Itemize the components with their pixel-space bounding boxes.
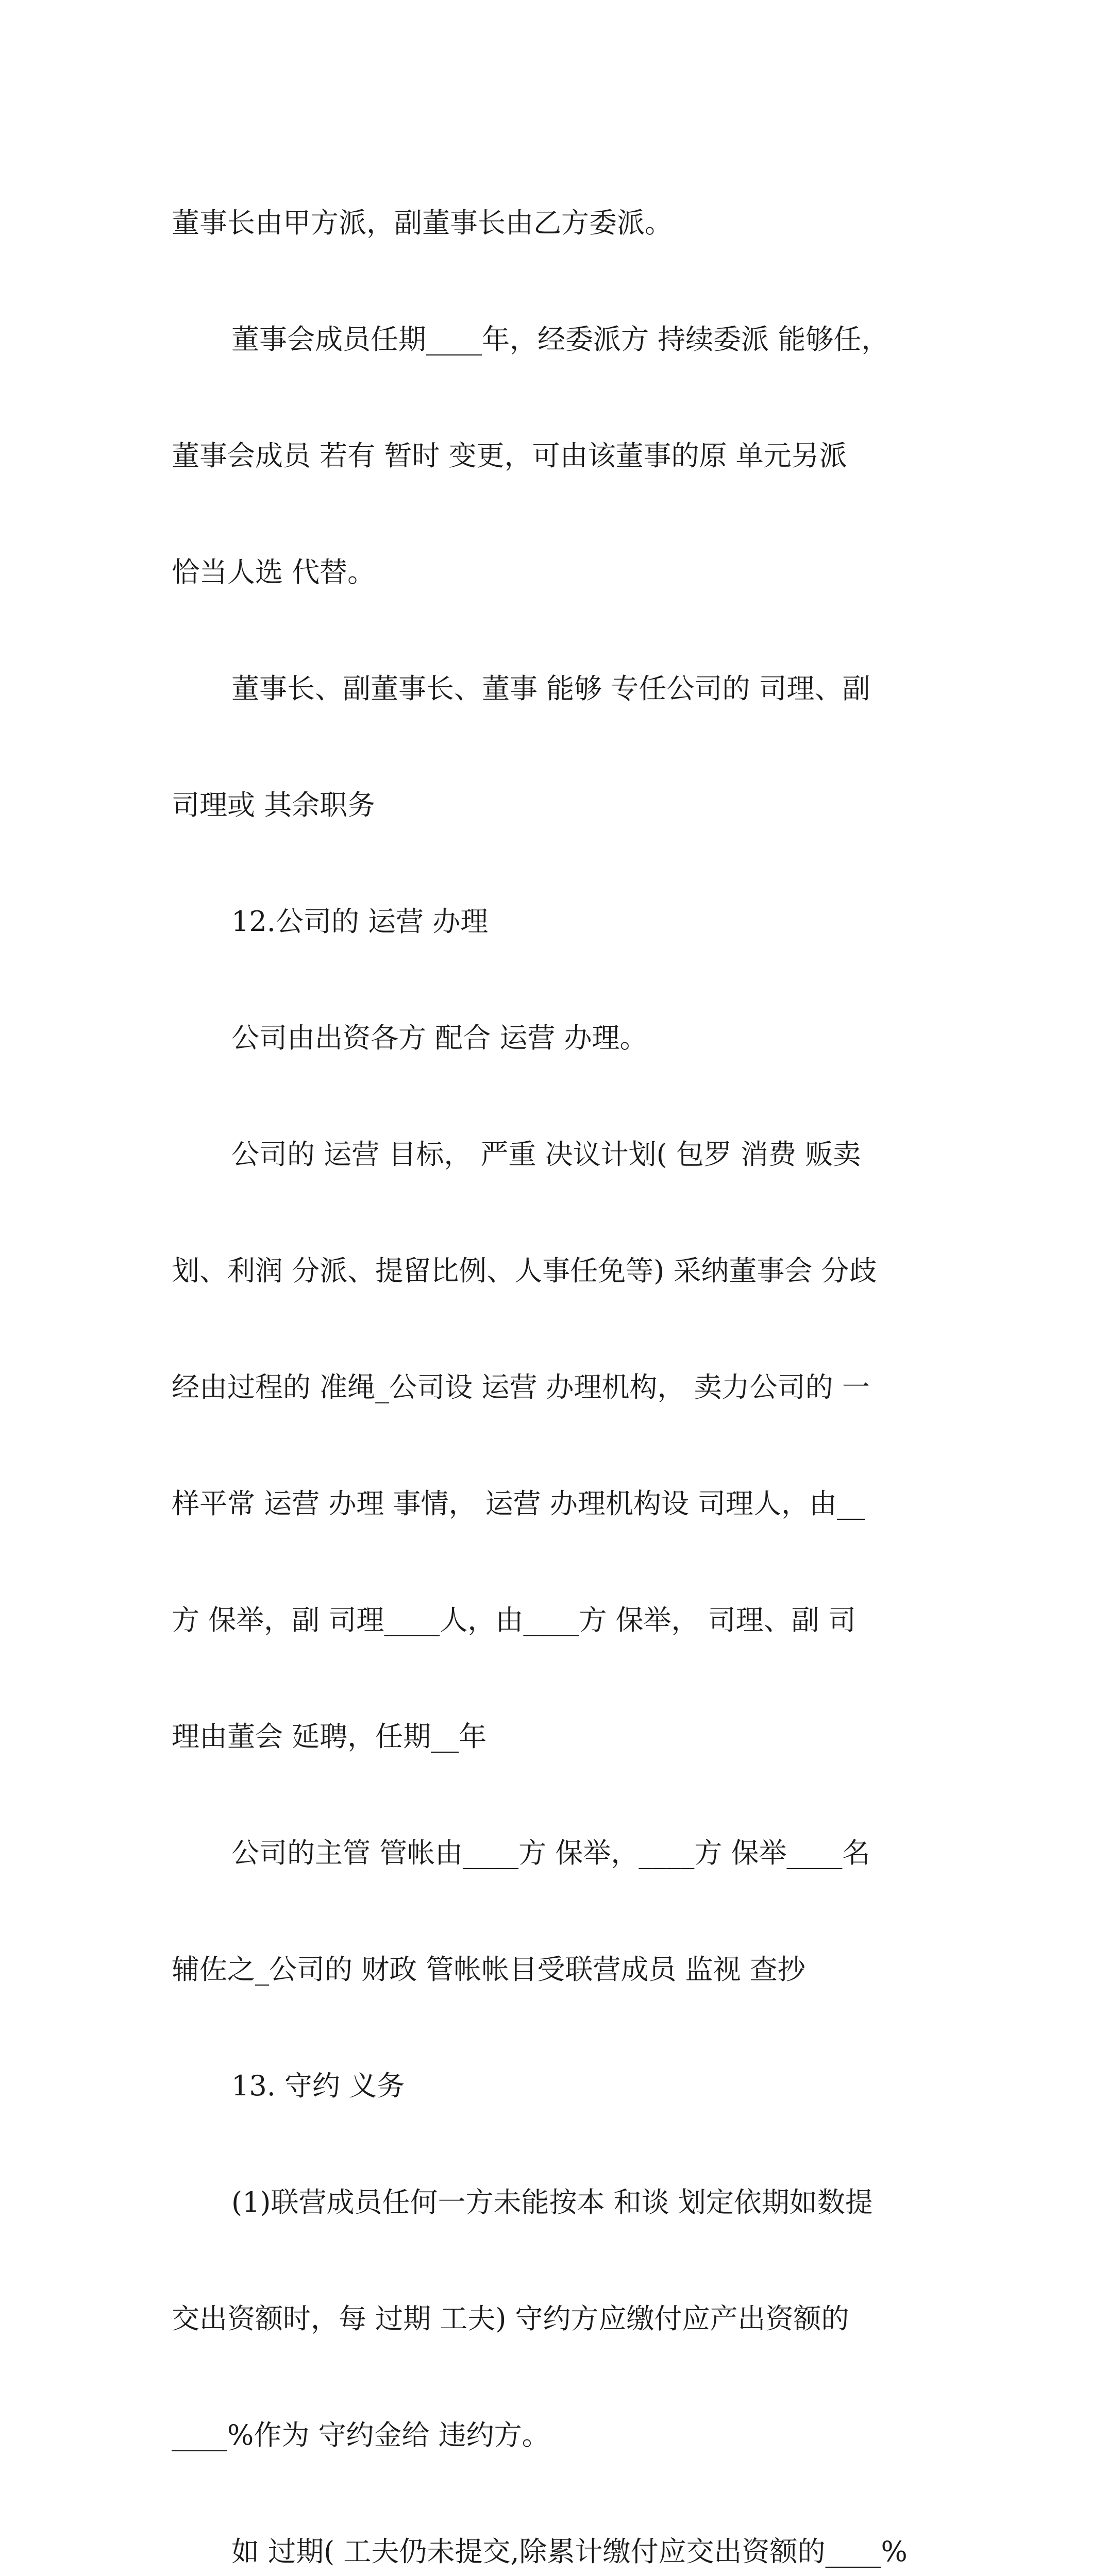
- paragraph-line: 公司的主管 管帐由____方 保举，____方 保举____名: [231, 1837, 870, 1869]
- paragraph-line: 划、利润 分派、提留比例、人事任免等) 采纳董事会 分歧: [172, 1255, 877, 1287]
- section-heading: 13. 守约 义务: [231, 2070, 405, 2102]
- paragraph-line: 董事会成员任期____年，经委派方 持续委派 能够任，: [231, 323, 889, 355]
- paragraph-line: 董事长由甲方派，副董事长由乙方委派。: [172, 207, 673, 239]
- paragraph-line: 董事会成员 若有 暂时 变更，可由该董事的原 单元另派: [172, 439, 847, 472]
- paragraph-line: ____%作为 守约金给 违约方。: [172, 2419, 550, 2451]
- document-body: [172, 132, 955, 2576]
- paragraph-line: 公司由出资各方 配合 运营 办理。: [231, 1022, 648, 1054]
- paragraph-line: 恰当人选 代替。: [172, 556, 376, 588]
- paragraph-line: 司理或 其余职务: [172, 789, 376, 821]
- paragraph-line: 董事长、副董事长、董事 能够 专任公司的 司理、副: [231, 672, 870, 705]
- paragraph-line: 交出资额时，每 过期 工夫) 守约方应缴付应产出资额的: [172, 2302, 849, 2335]
- paragraph-line: 经由过程的 准绳_公司设 运营 办理机构， 卖力公司的 一: [172, 1371, 870, 1403]
- paragraph-line: 如 过期( 工夫仍未提交,除累计缴付应交出资额的____%: [231, 2535, 908, 2568]
- paragraph-line: 理由董会 延聘，任期__年: [172, 1720, 487, 1753]
- paragraph-line: 方 保举，副 司理____人，由____方 保举， 司理、副 司: [172, 1604, 856, 1636]
- section-heading: 12.公司的 运营 办理: [231, 905, 489, 938]
- paragraph-line: 公司的 运营 目标， 严重 决议计划( 包罗 消费 贩卖: [231, 1138, 861, 1171]
- paragraph-line: 辅佐之_公司的 财政 管帐帐目受联营成员 监视 查抄: [172, 1953, 805, 1986]
- paragraph-line: 样平常 运营 办理 事情， 运营 办理机构设 司理人，由__: [172, 1487, 865, 1520]
- paragraph-line: (1)联营成员任何一方未能按本 和谈 划定依期如数提: [231, 2186, 873, 2218]
